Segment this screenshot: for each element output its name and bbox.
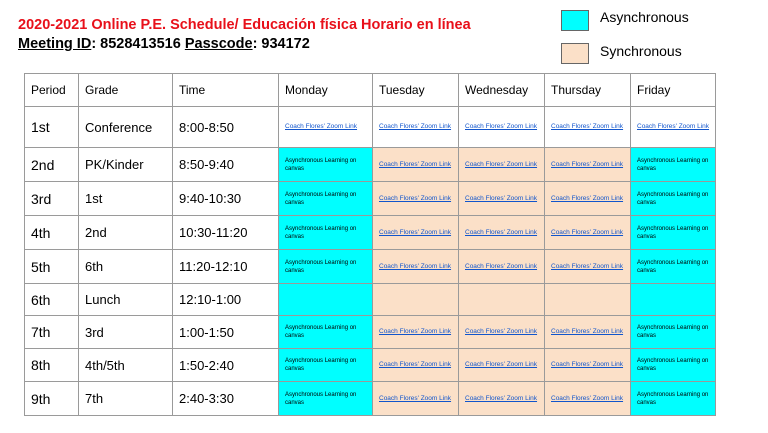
zoom-link[interactable]: Coach Flores' Zoom Link bbox=[379, 328, 452, 335]
wednesday-cell bbox=[459, 284, 545, 316]
table-row bbox=[25, 284, 716, 316]
column-header: Wednesday bbox=[459, 74, 545, 107]
friday-cell bbox=[631, 182, 716, 216]
column-header: Thursday bbox=[545, 74, 631, 107]
meeting-info bbox=[18, 36, 310, 52]
zoom-link[interactable]: Coach Flores' Zoom Link bbox=[551, 361, 624, 368]
zoom-link[interactable]: Coach Flores' Zoom Link bbox=[551, 394, 624, 402]
monday-cell bbox=[279, 382, 373, 416]
monday-cell bbox=[279, 349, 373, 382]
tuesday-cell bbox=[373, 107, 459, 148]
thursday-cell bbox=[545, 250, 631, 284]
page-title: 2020-2021 Online P.E. Schedule/ Educación física Horario en línea bbox=[18, 17, 471, 33]
wednesday-cell bbox=[459, 382, 545, 416]
passcode-value: : 934172 bbox=[252, 36, 310, 52]
time-cell: 1:00-1:50 bbox=[173, 316, 279, 349]
period-cell: 1st bbox=[25, 107, 79, 148]
wednesday-cell bbox=[459, 316, 545, 349]
zoom-link[interactable]: Coach Flores' Zoom Link bbox=[637, 123, 710, 130]
async-learning-text: Asynchronous Learning on canvas bbox=[637, 358, 709, 372]
zoom-link[interactable]: Coach Flores' Zoom Link bbox=[465, 123, 538, 130]
time-cell: 11:20-12:10 bbox=[173, 250, 279, 284]
monday-cell bbox=[279, 182, 373, 216]
zoom-link[interactable]: Coach Flores' Zoom Link bbox=[465, 194, 538, 202]
zoom-link[interactable]: Coach Flores' Zoom Link bbox=[465, 228, 538, 236]
grade-cell: 2nd bbox=[79, 216, 173, 250]
time-cell: 12:10-1:00 bbox=[173, 284, 279, 316]
zoom-link[interactable]: Coach Flores' Zoom Link bbox=[465, 394, 538, 402]
friday-cell bbox=[631, 316, 716, 349]
friday-cell bbox=[631, 284, 716, 316]
wednesday-cell bbox=[459, 107, 545, 148]
period-cell: 4th bbox=[25, 216, 79, 250]
zoom-link[interactable]: Coach Flores' Zoom Link bbox=[379, 228, 452, 236]
period-cell: 5th bbox=[25, 250, 79, 284]
grade-cell: 1st bbox=[79, 182, 173, 216]
monday-cell bbox=[279, 148, 373, 182]
tuesday-cell bbox=[373, 382, 459, 416]
thursday-cell bbox=[545, 316, 631, 349]
period-cell: 9th bbox=[25, 382, 79, 416]
async-learning-text: Asynchronous Learning on canvas bbox=[285, 358, 357, 372]
time-cell: 1:50-2:40 bbox=[173, 349, 279, 382]
monday-cell bbox=[279, 250, 373, 284]
zoom-link[interactable]: Coach Flores' Zoom Link bbox=[551, 228, 624, 236]
async-learning-text: Asynchronous Learning on canvas bbox=[285, 259, 357, 274]
table-row bbox=[25, 250, 716, 284]
table-row bbox=[25, 148, 716, 182]
thursday-cell bbox=[545, 148, 631, 182]
monday-cell bbox=[279, 284, 373, 316]
period-cell: 3rd bbox=[25, 182, 79, 216]
zoom-link[interactable]: Coach Flores' Zoom Link bbox=[465, 160, 538, 168]
wednesday-cell bbox=[459, 250, 545, 284]
zoom-link[interactable]: Coach Flores' Zoom Link bbox=[379, 160, 452, 168]
grade-cell: 3rd bbox=[79, 316, 173, 349]
zoom-link[interactable]: Coach Flores' Zoom Link bbox=[465, 328, 538, 335]
zoom-link[interactable]: Coach Flores' Zoom Link bbox=[465, 361, 538, 368]
zoom-link[interactable]: Coach Flores' Zoom Link bbox=[379, 361, 452, 368]
monday-cell bbox=[279, 216, 373, 250]
zoom-link[interactable]: Coach Flores' Zoom Link bbox=[551, 328, 624, 335]
zoom-link[interactable]: Coach Flores' Zoom Link bbox=[551, 160, 624, 168]
grade-cell: 7th bbox=[79, 382, 173, 416]
monday-cell bbox=[279, 107, 373, 148]
async-learning-text: Asynchronous Learning on canvas bbox=[285, 191, 357, 206]
legend-sync-swatch bbox=[561, 43, 589, 64]
period-cell: 7th bbox=[25, 316, 79, 349]
meeting-id-label: Meeting ID bbox=[18, 36, 92, 52]
wednesday-cell bbox=[459, 216, 545, 250]
wednesday-cell bbox=[459, 148, 545, 182]
friday-cell bbox=[631, 382, 716, 416]
thursday-cell bbox=[545, 107, 631, 148]
period-cell: 6th bbox=[25, 284, 79, 316]
legend-async-label: Asynchronous bbox=[600, 9, 689, 25]
async-learning-text: Asynchronous Learning on canvas bbox=[285, 225, 357, 240]
async-learning-text: Asynchronous Learning on canvas bbox=[637, 191, 709, 206]
thursday-cell bbox=[545, 216, 631, 250]
thursday-cell bbox=[545, 182, 631, 216]
column-header: Monday bbox=[279, 74, 373, 107]
tuesday-cell bbox=[373, 316, 459, 349]
async-learning-text: Asynchronous Learning on canvas bbox=[285, 325, 357, 339]
column-header: Period bbox=[25, 74, 79, 107]
zoom-link[interactable]: Coach Flores' Zoom Link bbox=[551, 194, 624, 202]
table-row bbox=[25, 107, 716, 148]
zoom-link[interactable]: Coach Flores' Zoom Link bbox=[551, 262, 624, 270]
friday-cell bbox=[631, 250, 716, 284]
zoom-link[interactable]: Coach Flores' Zoom Link bbox=[551, 123, 624, 130]
grade-cell: PK/Kinder bbox=[79, 148, 173, 182]
wednesday-cell bbox=[459, 182, 545, 216]
thursday-cell bbox=[545, 382, 631, 416]
friday-cell bbox=[631, 107, 716, 148]
friday-cell bbox=[631, 349, 716, 382]
zoom-link[interactable]: Coach Flores' Zoom Link bbox=[379, 394, 452, 402]
tuesday-cell bbox=[373, 216, 459, 250]
passcode-label: Passcode bbox=[184, 36, 253, 52]
meeting-id-value: : 8528413516 bbox=[91, 36, 185, 52]
table-header-row bbox=[25, 74, 716, 107]
tuesday-cell bbox=[373, 250, 459, 284]
table-row bbox=[25, 216, 716, 250]
async-learning-text: Asynchronous Learning on canvas bbox=[285, 391, 357, 406]
column-header: Friday bbox=[631, 74, 716, 107]
zoom-link[interactable]: Coach Flores' Zoom Link bbox=[465, 262, 538, 270]
zoom-link[interactable]: Coach Flores' Zoom Link bbox=[379, 123, 452, 130]
grade-cell: Conference bbox=[79, 107, 173, 148]
time-cell: 8:00-8:50 bbox=[173, 107, 279, 148]
wednesday-cell bbox=[459, 349, 545, 382]
period-cell: 2nd bbox=[25, 148, 79, 182]
tuesday-cell bbox=[373, 284, 459, 316]
async-learning-text: Asynchronous Learning on canvas bbox=[637, 259, 709, 274]
async-learning-text: Asynchronous Learning on canvas bbox=[637, 325, 709, 339]
column-header: Grade bbox=[79, 74, 173, 107]
column-header: Time bbox=[173, 74, 279, 107]
table-row bbox=[25, 182, 716, 216]
tuesday-cell bbox=[373, 148, 459, 182]
period-cell: 8th bbox=[25, 349, 79, 382]
grade-cell: Lunch bbox=[79, 284, 173, 316]
table-row bbox=[25, 349, 716, 382]
zoom-link[interactable]: Coach Flores' Zoom Link bbox=[379, 262, 452, 270]
time-cell: 2:40-3:30 bbox=[173, 382, 279, 416]
async-learning-text: Asynchronous Learning on canvas bbox=[285, 157, 357, 172]
grade-cell: 6th bbox=[79, 250, 173, 284]
legend-sync-label: Synchronous bbox=[600, 43, 682, 59]
table-row bbox=[25, 316, 716, 349]
tuesday-cell bbox=[373, 349, 459, 382]
grade-cell: 4th/5th bbox=[79, 349, 173, 382]
async-learning-text: Asynchronous Learning on canvas bbox=[637, 391, 709, 406]
time-cell: 9:40-10:30 bbox=[173, 182, 279, 216]
time-cell: 8:50-9:40 bbox=[173, 148, 279, 182]
monday-cell bbox=[279, 316, 373, 349]
column-header: Tuesday bbox=[373, 74, 459, 107]
thursday-cell bbox=[545, 284, 631, 316]
schedule-table bbox=[24, 73, 716, 416]
time-cell: 10:30-11:20 bbox=[173, 216, 279, 250]
legend-async-swatch bbox=[561, 10, 589, 31]
zoom-link[interactable]: Coach Flores' Zoom Link bbox=[285, 123, 358, 130]
async-learning-text: Asynchronous Learning on canvas bbox=[637, 157, 709, 172]
async-learning-text: Asynchronous Learning on canvas bbox=[637, 225, 709, 240]
friday-cell bbox=[631, 148, 716, 182]
zoom-link[interactable]: Coach Flores' Zoom Link bbox=[379, 194, 452, 202]
tuesday-cell bbox=[373, 182, 459, 216]
table-row bbox=[25, 382, 716, 416]
thursday-cell bbox=[545, 349, 631, 382]
friday-cell bbox=[631, 216, 716, 250]
